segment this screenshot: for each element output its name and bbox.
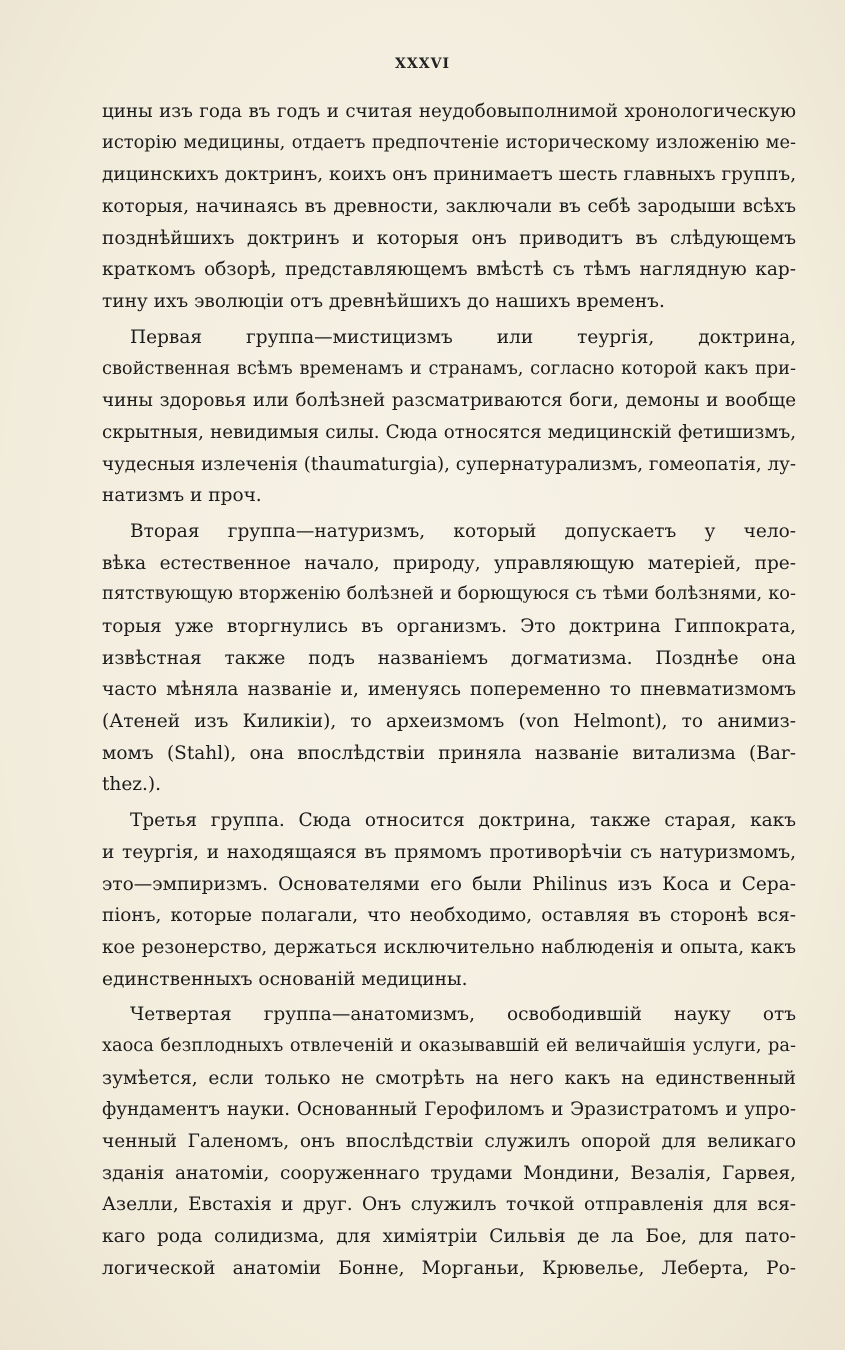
text-line: хаоса безплодныхъ отвлеченій и оказывавшій ей величайшія услуги, ра- bbox=[102, 1035, 796, 1056]
text-line: каго рода солидизма, для химіятріи Сильвія де ла Бое, для пато- bbox=[102, 1226, 796, 1248]
text-line: краткомъ обзорѣ, представляющемъ вмѣстѣ съ тѣмъ наглядную кар- bbox=[102, 259, 796, 281]
text-line: это—эмпиризмъ. Основателями его были Philinus изъ Коса и Сера- bbox=[102, 873, 796, 895]
text-line: зданія анатоміи, сооруженнаго трудами Мондини, Везалія, Гарвея, bbox=[102, 1162, 796, 1184]
text-line: Вторая группа—натуризмъ, который допускаетъ у чело- bbox=[130, 520, 796, 542]
text-line: тину ихъ эволюціи отъ древнѣйшихъ до нашихъ временъ. bbox=[102, 291, 665, 313]
text-line: пятствующую вторженію болѣзней и борющуюся съ тѣми болѣзнями, ко- bbox=[102, 584, 796, 605]
text-line: и теургія, и находящаяся въ прямомъ противорѣчіи съ натуризмомъ, bbox=[102, 841, 796, 863]
text-line: ченный Галеномъ, онъ впослѣдствіи служилъ опорой для великаго bbox=[102, 1131, 796, 1152]
text-line: единственныхъ основаній медицины. bbox=[102, 968, 468, 990]
text-line: исторію медицины, отдаетъ предпочтеніе историческому изложенію ме- bbox=[102, 132, 796, 153]
text-line: Первая группа—мистицизмъ или теургія, доктрина, bbox=[130, 326, 796, 348]
text-line: фундаментъ науки. Основанный Герофиломъ и Эразистратомъ и упро- bbox=[102, 1099, 796, 1121]
text-line: момъ (Stahl), она впослѣдствіи приняла названіе витализма (Bar- bbox=[102, 742, 796, 764]
text-line: зумѣется, если только не смотрѣть на него какъ на единственный bbox=[102, 1067, 796, 1089]
text-line: извѣстная также подъ названіемъ догматизма. Позднѣе она bbox=[102, 647, 796, 669]
text-line: часто мѣняла названіе и, именуясь попеременно то пневматизмомъ bbox=[102, 679, 796, 701]
text-line: торыя уже вторгнулись въ организмъ. Это доктрина Гиппократа, bbox=[102, 616, 796, 637]
body-text bbox=[102, 96, 796, 1284]
text-line: позднѣйшихъ доктринъ и которыя онъ приводитъ въ слѣдующемъ bbox=[102, 227, 796, 249]
text-line: вѣка естественное начало, природу, управляющую матеріей, пре- bbox=[102, 552, 796, 574]
text-line: thez.). bbox=[102, 774, 162, 796]
text-line: Азелли, Евстахія и друг. Онъ служилъ точкой отправленія для вся- bbox=[102, 1194, 796, 1216]
text-line: логической анатоміи Боннe, Морганьи, Крювелье, Леберта, Ро- bbox=[102, 1257, 796, 1279]
text-line: скрытныя, невидимыя силы. Сюда относятся медицинскій фетишизмъ, bbox=[102, 421, 796, 443]
text-line: (Атеней изъ Киликіи), то археизмомъ (von Helmont), то анимиз- bbox=[102, 711, 796, 733]
text-line: чудесныя излеченія (thaumaturgia), супернатурализмъ, гомеопатія, лу- bbox=[102, 453, 797, 475]
page-number: XXXVI bbox=[395, 56, 450, 72]
text-line: свойственная всѣмъ временамъ и странамъ, согласно которой какъ при- bbox=[102, 358, 796, 379]
text-line: дицинскихъ доктринъ, коихъ онъ принимаетъ шесть главныхъ группъ, bbox=[102, 164, 797, 186]
text-line: Третья группа. Сюда относится доктрина, также старая, какъ bbox=[130, 810, 796, 832]
text-line: піонъ, которые полагали, что необходимо, оставляя въ сторонѣ вся- bbox=[102, 905, 796, 927]
text-line: натизмъ и проч. bbox=[102, 485, 262, 507]
text-line: кое резонерство, держаться исключительно наблюденія и опыта, какъ bbox=[102, 936, 796, 958]
text-line: Четвертая группа—анатомизмъ, освободившій науку отъ bbox=[130, 1004, 796, 1026]
text-line: цины изъ года въ годъ и считая неудобовыполнимой хронологическую bbox=[102, 101, 796, 122]
text-line: чины здоровья или болѣзней разсматриваются боги, демоны и вообще bbox=[102, 390, 796, 412]
text-line: которыя, начинаясь въ древности, заключали въ себѣ зародыши всѣхъ bbox=[102, 196, 796, 218]
